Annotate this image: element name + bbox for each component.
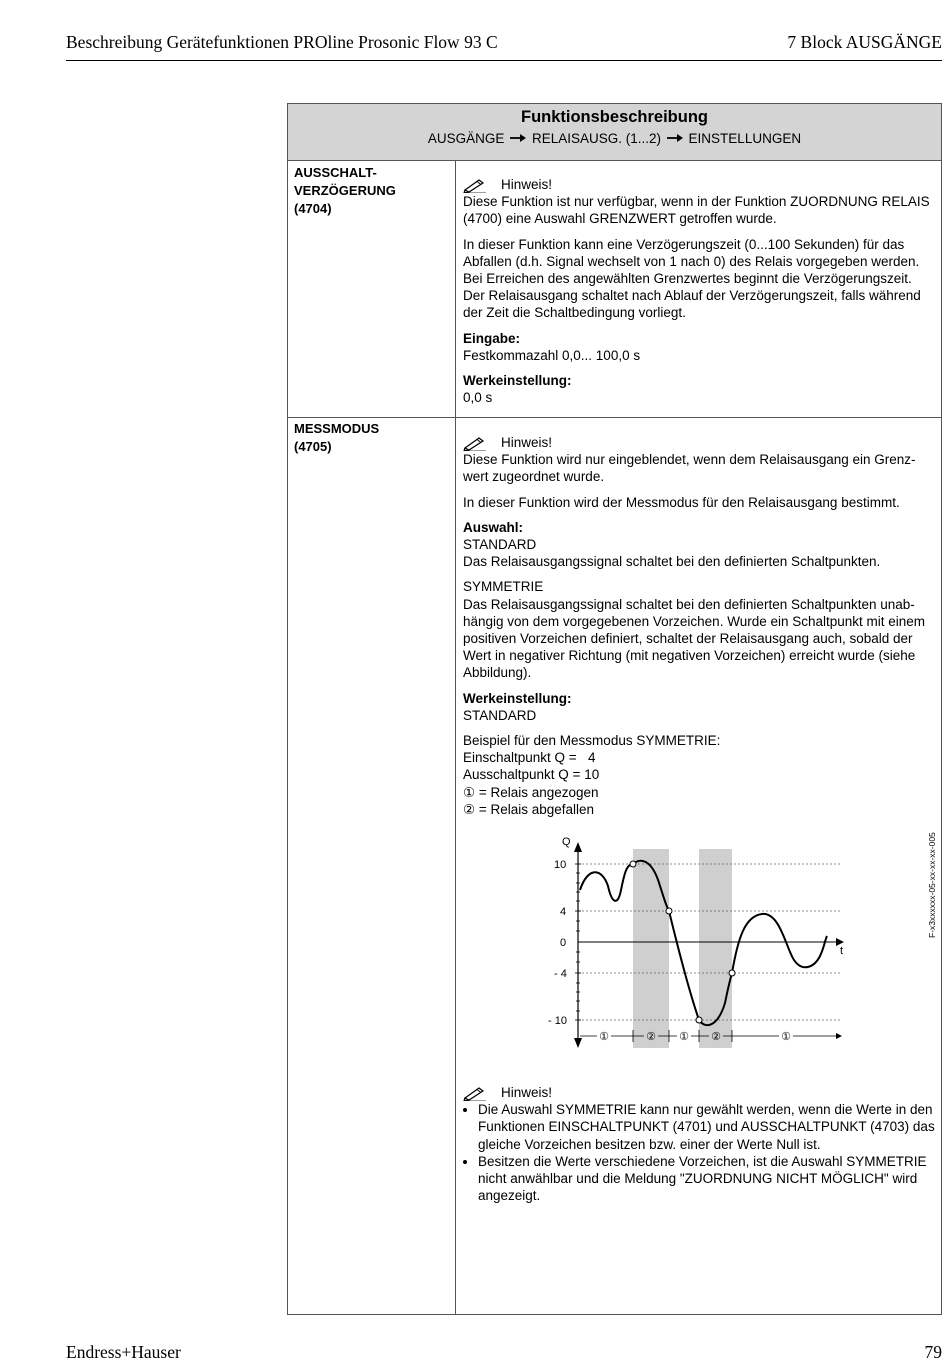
pencil-note-icon	[463, 1085, 487, 1101]
function-description-ausschaltverzoegerung	[463, 176, 935, 414]
state-timeline-arrowhead	[836, 1033, 842, 1039]
q-axis-arrowhead-down	[574, 1038, 582, 1048]
option-symmetrie-name: SYMMETRIE	[463, 579, 544, 595]
function-description-messmodus	[463, 434, 935, 826]
arrow-right-icon	[510, 133, 526, 143]
page-number: 79	[924, 1342, 942, 1362]
list-item: • Besitzen die Werte verschiedene Vorzeichen, ist die Auswahl SYMMETRIE nicht anwählbar und die Meldung "ZUORDNUNG NICHT MÖGLICH" wird angezeigt.	[478, 1153, 935, 1205]
header-rule	[66, 60, 942, 61]
switch-point	[729, 970, 735, 976]
function-name-line: VERZÖGERUNG	[294, 183, 396, 198]
y-tick-label: - 4	[554, 968, 567, 980]
hint-heading	[463, 434, 935, 451]
table-path	[288, 131, 941, 146]
default-value: 0,0 s	[463, 390, 493, 406]
q-axis-label: Q	[562, 836, 571, 848]
q-axis-arrowhead-up	[574, 842, 582, 852]
function-name-line: MESSMODUS	[294, 421, 380, 436]
table-header	[288, 104, 941, 161]
example-line: ② = Relais abgefallen	[463, 801, 595, 817]
list-item: • Die Auswahl SYMMETRIE kann nur gewählt werden, wenn die Werte in den Funktionen EINSCHALTPUNKT (4701) und AUSSCHALTPUNKT (4703) das gleiche Vorzeichen besitzen bzw. einer der Werte Null ist.	[478, 1101, 935, 1153]
function-code: (4705)	[294, 439, 332, 454]
default-label: Werkeinstellung:	[463, 690, 572, 706]
shade-zone-released	[633, 849, 669, 1048]
figure-code: F-x3xxxxxx-05-xx-xx-xx-005	[927, 832, 937, 938]
notes-list	[463, 1101, 935, 1204]
y-tick-label: - 10	[548, 1015, 567, 1027]
state-label: ①	[599, 1031, 609, 1043]
path-item-einstellungen: EINSTELLUNGEN	[688, 131, 802, 146]
example-line: Ausschaltpunkt Q = 10	[463, 767, 600, 783]
example-line: Beispiel für den Messmodus SYMMETRIE:	[463, 733, 721, 749]
footer-brand: Endress+Hauser	[66, 1342, 181, 1362]
y-tick-label: 10	[554, 859, 567, 871]
t-axis-label: t	[840, 945, 844, 957]
pencil-note-icon	[463, 435, 487, 451]
input-block	[463, 330, 935, 364]
function-name-line: AUSSCHALT-	[294, 165, 377, 180]
path-item-relaisausg: RELAISAUSG. (1...2)	[531, 131, 662, 146]
hint-heading	[463, 176, 935, 193]
option-standard-text: Das Relaisausgangssignal schaltet bei den definierten Schaltpunkten.	[463, 554, 881, 570]
hint-text: Diese Funktion ist nur verfügbar, wenn in der Funktion ZUORDNUNG RELAIS (4700) eine Auswahl GRENZWERT getroffen wurde.	[463, 194, 930, 227]
default-value: STANDARD	[463, 707, 537, 723]
state-label: ①	[781, 1031, 791, 1043]
example-block	[463, 732, 935, 818]
hint-block-symmetrie	[463, 1084, 935, 1204]
table-title: Funktionsbeschreibung	[520, 108, 708, 126]
switch-point	[630, 861, 636, 867]
function-table	[287, 103, 942, 1315]
input-value: Festkommazahl 0,0... 100,0 s	[463, 347, 641, 363]
switch-point	[696, 1017, 702, 1023]
y-tick-label: 0	[560, 937, 567, 949]
option-symmetrie-text: Das Relaisausgangssignal schaltet bei den definierten Schaltpunkten unab-hängig von dem vorgegebenen Vorzeichen. Wurde ein Schaltpunkt mit einem positiven Vorzeichen definiert, schaltet der Relaisausgang auch, sobald der Wert in negativer Richtung (mit negativen Vorzeichen) erreicht wurde (siehe Abbildung).	[463, 596, 926, 681]
hint-label: Hinweis!	[501, 177, 553, 192]
state-label: ①	[679, 1031, 689, 1043]
symmetrie-diagram	[540, 828, 860, 1058]
page-header-section: 7 Block AUSGÄNGE	[787, 32, 942, 52]
arrow-right-icon	[667, 133, 683, 143]
page-header-title: Beschreibung Gerätefunktionen PROline Prosonic Flow 93 C	[66, 32, 498, 52]
symmetrie-diagram-svg	[540, 828, 860, 1058]
switch-point	[666, 908, 672, 914]
y-tick-label: 4	[560, 906, 567, 918]
state-label: ②	[711, 1031, 721, 1043]
function-name-messmodus	[294, 420, 379, 456]
default-block	[463, 372, 935, 406]
hint-label: Hinweis!	[501, 435, 553, 450]
path-item-ausgaenge: AUSGÄNGE	[427, 131, 505, 146]
hint-text: Diese Funktion wird nur eingeblendet, wenn dem Relaisausgang ein Grenz-wert zugeordnet wurde.	[463, 452, 916, 485]
description-text: In dieser Funktion wird der Messmodus für den Relaisausgang bestimmt.	[463, 494, 900, 510]
input-label: Eingabe:	[463, 330, 521, 346]
example-line: Einschaltpunkt Q = 4	[463, 750, 596, 766]
pencil-note-icon	[463, 177, 487, 193]
description-text: In dieser Funktion kann eine Verzögerungszeit (0...100 Sekunden) für das Abfallen (d.h. Signal wechselt von 1 nach 0) des Relais vorgegeben werden. Bei Erreichen des angewählten Grenzwertes beginnt die Verzögerungszeit. Der Relaisausgang schaltet nach Ablauf der Verzögerungszeit, falls während der Zeit die Schaltbedingung vorliegt.	[463, 236, 921, 321]
hint-heading	[463, 1084, 935, 1101]
choice-block	[463, 519, 935, 571]
shade-zone-released	[699, 849, 732, 1048]
example-line: ① = Relais angezogen	[463, 784, 599, 800]
default-label: Werkeinstellung:	[463, 373, 572, 389]
option-standard-name: STANDARD	[463, 537, 537, 553]
default-block	[463, 690, 935, 724]
function-code: (4704)	[294, 201, 332, 216]
option-symmetrie-block	[463, 578, 935, 681]
row-divider	[288, 417, 941, 418]
state-label: ②	[646, 1031, 656, 1043]
hint-label: Hinweis!	[501, 1085, 553, 1100]
column-divider	[455, 160, 456, 1314]
function-name-ausschaltverzoegerung	[294, 164, 396, 218]
choice-label: Auswahl:	[463, 519, 524, 535]
